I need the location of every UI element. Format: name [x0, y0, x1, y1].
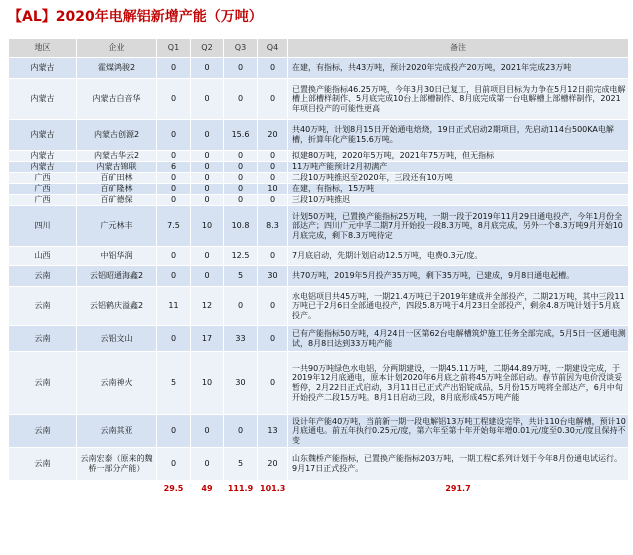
q4-cell: 0	[258, 162, 288, 173]
q3-cell: 0	[224, 195, 258, 206]
q3-cell: 15.6	[224, 120, 258, 151]
note-cell: 在建，有指标，共43万吨，预计2020年完成投产20万吨，2021年完成23万吨	[288, 58, 629, 79]
q3-cell: 0	[224, 184, 258, 195]
table-row	[9, 173, 629, 184]
totals-row	[9, 481, 629, 497]
note-cell: 在建，有指标，15万吨	[288, 184, 629, 195]
total-q2-cell: 49	[191, 481, 224, 497]
region-cell: 广西	[9, 195, 77, 206]
region-cell: 广西	[9, 173, 77, 184]
table-header-row	[9, 39, 629, 58]
region-cell: 内蒙古	[9, 162, 77, 173]
table-row	[9, 448, 629, 481]
q4-cell: 10	[258, 184, 288, 195]
q3-cell: 0	[224, 79, 258, 120]
q4-cell: 20	[258, 120, 288, 151]
company-cell: 内蒙古锦联	[77, 162, 157, 173]
header-note: 备注	[288, 39, 629, 58]
total-q4-cell: 101.3	[258, 481, 288, 497]
q1-cell: 0	[157, 79, 191, 120]
q3-cell: 30	[224, 352, 258, 415]
q2-cell: 0	[191, 120, 224, 151]
table-row	[9, 151, 629, 162]
total-company-cell	[77, 481, 157, 497]
total-q3-cell: 111.9	[224, 481, 258, 497]
region-cell: 四川	[9, 206, 77, 247]
table-row	[9, 206, 629, 247]
table-row	[9, 58, 629, 79]
table-row	[9, 287, 629, 326]
note-cell: 已置换产能指标46.25万吨，今年3月30日已复工，目前项目目标为力争在5月12日前完成电解槽上部槽样制作、5月底完成10台上部槽制作、8月底完成第一台电解槽上部槽样制作，2021年项目投产的可能性更高	[288, 79, 629, 120]
q2-cell: 17	[191, 326, 224, 352]
q1-cell: 11	[157, 287, 191, 326]
header-q2: Q2	[191, 39, 224, 58]
region-cell: 内蒙古	[9, 151, 77, 162]
q2-cell: 0	[191, 448, 224, 481]
region-cell: 山西	[9, 247, 77, 266]
company-cell: 云南神火	[77, 352, 157, 415]
note-cell: 一共90万吨绿色水电铝，分两期建设，一期45.11万吨，二期44.89万吨，一期建设完成，于2019年12月底通电，原本计划2020年6月底之前将45万吨全部启动。春节前因为电价没谈妥暂停，2月22日正式启动，3月11日已正式产出铝锭成品，5月份15万吨将全部达产，6月中旬开始投产二段15万吨。8月1日启动三段，8月底形成45万吨产能	[288, 352, 629, 415]
q4-cell: 0	[258, 287, 288, 326]
total-region-cell	[9, 481, 77, 497]
table-row	[9, 326, 629, 352]
q1-cell: 6	[157, 162, 191, 173]
company-cell: 百矿田林	[77, 173, 157, 184]
q3-cell: 0	[224, 162, 258, 173]
note-cell: 二段10万吨推迟至2020年，三段还有10万吨	[288, 173, 629, 184]
note-cell: 山东魏桥产能指标，已置换产能指标203万吨，一期工程C系列计划于今年8月份通电试运行。9月17日正式投产。	[288, 448, 629, 481]
q3-cell: 10.8	[224, 206, 258, 247]
q2-cell: 0	[191, 173, 224, 184]
total-note-cell: 291.7	[288, 481, 629, 497]
company-cell: 云铝文山	[77, 326, 157, 352]
q4-cell: 0	[258, 352, 288, 415]
company-cell: 内蒙古创源2	[77, 120, 157, 151]
company-cell: 广元林丰	[77, 206, 157, 247]
q3-cell: 5	[224, 448, 258, 481]
table-row	[9, 415, 629, 448]
q3-cell: 0	[224, 173, 258, 184]
q4-cell: 0	[258, 58, 288, 79]
q4-cell: 8.3	[258, 206, 288, 247]
capacity-table	[8, 38, 629, 497]
region-cell: 内蒙古	[9, 120, 77, 151]
company-cell: 云铝昭通海鑫2	[77, 266, 157, 287]
q2-cell: 0	[191, 58, 224, 79]
q1-cell: 0	[157, 247, 191, 266]
q3-cell: 5	[224, 266, 258, 287]
q3-cell: 0	[224, 287, 258, 326]
q3-cell: 0	[224, 415, 258, 448]
q2-cell: 0	[191, 415, 224, 448]
q2-cell: 12	[191, 287, 224, 326]
header-q4: Q4	[258, 39, 288, 58]
company-cell: 百矿德保	[77, 195, 157, 206]
q2-cell: 0	[191, 266, 224, 287]
q4-cell: 0	[258, 195, 288, 206]
region-cell: 云南	[9, 352, 77, 415]
q2-cell: 0	[191, 195, 224, 206]
q2-cell: 0	[191, 162, 224, 173]
note-cell: 共40万吨，计划8月15日开始通电焙烧，19日正式启动2期项目，先启动114台500KA电解槽，折算年化产能15.6万吨。	[288, 120, 629, 151]
region-cell: 云南	[9, 448, 77, 481]
q1-cell: 0	[157, 266, 191, 287]
company-cell: 中铝华润	[77, 247, 157, 266]
q1-cell: 0	[157, 326, 191, 352]
q2-cell: 0	[191, 184, 224, 195]
table-body	[9, 58, 629, 497]
q3-cell: 33	[224, 326, 258, 352]
header-region: 地区	[9, 39, 77, 58]
q1-cell: 0	[157, 58, 191, 79]
header-q1: Q1	[157, 39, 191, 58]
q3-cell: 0	[224, 151, 258, 162]
region-cell: 广西	[9, 184, 77, 195]
q1-cell: 0	[157, 120, 191, 151]
q2-cell: 0	[191, 151, 224, 162]
q1-cell: 7.5	[157, 206, 191, 247]
table-row	[9, 184, 629, 195]
q2-cell: 0	[191, 247, 224, 266]
q1-cell: 0	[157, 415, 191, 448]
q3-cell: 12.5	[224, 247, 258, 266]
note-cell: 水电铝项目共45万吨，一期21.4万吨已于2019年建成并全部投产，二期21万吨，其中三段11万吨已于2月6日全部通电投产，四段5.8万吨于4月23日全部投产，剩余4.8万吨计划于5月底投产。	[288, 287, 629, 326]
q1-cell: 0	[157, 448, 191, 481]
table-row	[9, 120, 629, 151]
q4-cell: 0	[258, 173, 288, 184]
region-cell: 内蒙古	[9, 58, 77, 79]
q3-cell: 0	[224, 58, 258, 79]
q4-cell: 20	[258, 448, 288, 481]
note-cell: 拟建80万吨，2020年5万吨，2021年75万吨，但无指标	[288, 151, 629, 162]
q1-cell: 0	[157, 184, 191, 195]
region-cell: 内蒙古	[9, 79, 77, 120]
note-cell: 7月底启动，先期计划启动12.5万吨，电费0.3元/度。	[288, 247, 629, 266]
note-cell: 三段10万吨推迟	[288, 195, 629, 206]
q1-cell: 0	[157, 173, 191, 184]
q1-cell: 5	[157, 352, 191, 415]
q2-cell: 10	[191, 206, 224, 247]
q4-cell: 30	[258, 266, 288, 287]
q4-cell: 13	[258, 415, 288, 448]
q1-cell: 0	[157, 151, 191, 162]
table-row	[9, 195, 629, 206]
region-cell: 云南	[9, 415, 77, 448]
table-row	[9, 247, 629, 266]
table-row	[9, 266, 629, 287]
total-q1-cell: 29.5	[157, 481, 191, 497]
region-cell: 云南	[9, 266, 77, 287]
region-cell: 云南	[9, 326, 77, 352]
header-company: 企业	[77, 39, 157, 58]
region-cell: 云南	[9, 287, 77, 326]
company-cell: 云南其亚	[77, 415, 157, 448]
table-row	[9, 79, 629, 120]
note-cell: 共70万吨，2019年5月投产35万吨，剩下35万吨，已建成，9月8日通电起槽。	[288, 266, 629, 287]
company-cell: 内蒙古华云2	[77, 151, 157, 162]
q4-cell: 0	[258, 247, 288, 266]
capacity-table-container	[8, 38, 628, 497]
company-cell: 内蒙古白音华	[77, 79, 157, 120]
company-cell: 霍煤鸿骏2	[77, 58, 157, 79]
q1-cell: 0	[157, 195, 191, 206]
q2-cell: 0	[191, 79, 224, 120]
table-row	[9, 352, 629, 415]
note-cell: 11万吨产能预计2月初满产	[288, 162, 629, 173]
q4-cell: 0	[258, 151, 288, 162]
q2-cell: 10	[191, 352, 224, 415]
table-row	[9, 162, 629, 173]
company-cell: 百矿隆林	[77, 184, 157, 195]
note-cell: 已有产能指标50万吨，4月24日一区第62台电解槽筑炉施工任务全部完成，5月5日一区通电测试，8月8日达到33万吨产能	[288, 326, 629, 352]
company-cell: 云铝鹤庆溢鑫2	[77, 287, 157, 326]
q4-cell: 0	[258, 79, 288, 120]
company-cell: 云南宏泰（原来的魏桥一部分产能）	[77, 448, 157, 481]
q4-cell: 0	[258, 326, 288, 352]
note-cell: 计划50万吨，已置换产能指标25万吨，一期一段于2019年11月29日通电投产，今年1月份全部达产；四川广元中孚二期7月开始投一段8.3万吨，8月底完成，另外一个8.3万吨9月开始10月底完成，剩下8.3万吨待定	[288, 206, 629, 247]
header-q3: Q3	[224, 39, 258, 58]
page-title: 【AL】2020年电解铝新增产能（万吨）	[8, 9, 263, 25]
note-cell: 设计年产能40万吨，当前新一期一段电解铝13万吨工程建设完毕，共计110台电解槽，预计10月底通电。前五年执行0.25元/度，第六年至第十年开始每年增0.01元/度至0.30元/度且保持不变	[288, 415, 629, 448]
